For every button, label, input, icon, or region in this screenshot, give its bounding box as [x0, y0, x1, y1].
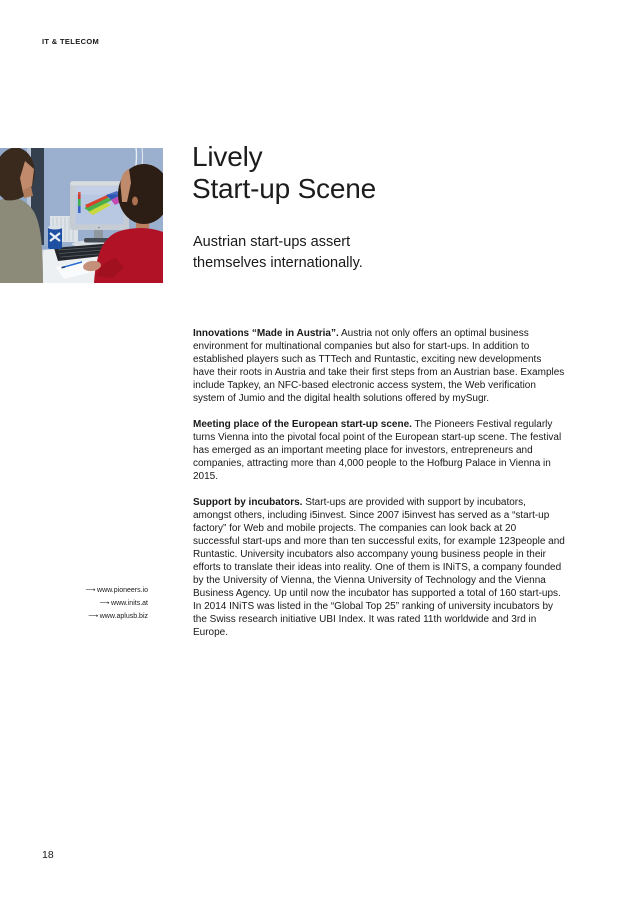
- article-photo: [0, 148, 163, 283]
- paragraph-text: Start-ups are provided with support by incubators, amongst others, including i5invest. Since 2007 i5invest has served as a “start-up factory” for Web and mobile projects. The companies can look back at 20 successful start-ups and more than ten successful exits, for example 123people and Runtastic. University incubators also accompany young business people in their efforts to translate their ideas into reality. One of them is INiTS, a company founded by the University of Vienna, the Vienna University of Technology and the Vienna Business Agency. Up until now the incubator has supported a total of 160 start-ups. In 2014 INiTS was listed in the “Global Top 25” ranking of university incubators by the Swiss research initiative UBI Index. It was rated 11th worldwide and 3rd in Europe.: [193, 497, 565, 638]
- paragraph-innovations: [193, 327, 565, 405]
- link-inits[interactable]: www.inits.at: [111, 600, 148, 607]
- subtitle-line-1: Austrian start-ups assert: [193, 234, 351, 250]
- category-label: IT & TELECOM: [42, 37, 100, 46]
- long-arrow-icon: ⟶: [99, 600, 110, 607]
- link-row-inits: [30, 597, 148, 610]
- paragraph-text: Austria not only offers an optimal business environment for multinational companies but also for start-ups. In addition to established players such as TTTech and Runtastic, exciting new developments have their roots in Austria and take their first steps from an Austrian base. Examples include Tapkey, an NFC-based electronic access system, the Web verification system of Jumio and the digital health solutions offered by mySugr.: [193, 328, 565, 404]
- paragraph-meeting-place: [193, 418, 565, 483]
- article-body: [193, 327, 565, 652]
- paragraph-lead: Innovations “Made in Austria”.: [193, 328, 339, 339]
- paragraph-text: The Pioneers Festival regularly turns Vienna into the pivotal focal point of the European start-up scene. The festival has emerged as an important meeting place for investors, entrepreneurs and companies, attracting more than 4,000 people to the Hofburg Palace in Vienna in 2015.: [193, 419, 562, 482]
- related-links: [30, 584, 148, 623]
- article-title: [192, 141, 376, 205]
- paragraph-incubators: [193, 496, 565, 639]
- long-arrow-icon: ⟶: [88, 613, 98, 620]
- paragraph-lead: Support by incubators.: [193, 497, 303, 508]
- blue-can: [48, 226, 62, 250]
- link-row-pioneers: [30, 584, 148, 597]
- article-subtitle: [193, 232, 363, 273]
- link-row-aplusb: [30, 610, 148, 623]
- subtitle-line-2: themselves internationally.: [193, 254, 363, 271]
- photo-illustration: [0, 148, 163, 283]
- long-arrow-icon: ⟶: [85, 587, 96, 594]
- link-aplusb[interactable]: www.aplusb.biz: [99, 613, 148, 620]
- link-pioneers[interactable]: www.pioneers.io: [97, 587, 148, 594]
- page-number: 18: [42, 849, 54, 861]
- title-line-1: Lively: [192, 141, 263, 172]
- paragraph-lead: Meeting place of the European start-up scene.: [193, 419, 412, 430]
- title-line-2: Start-up Scene: [192, 173, 376, 204]
